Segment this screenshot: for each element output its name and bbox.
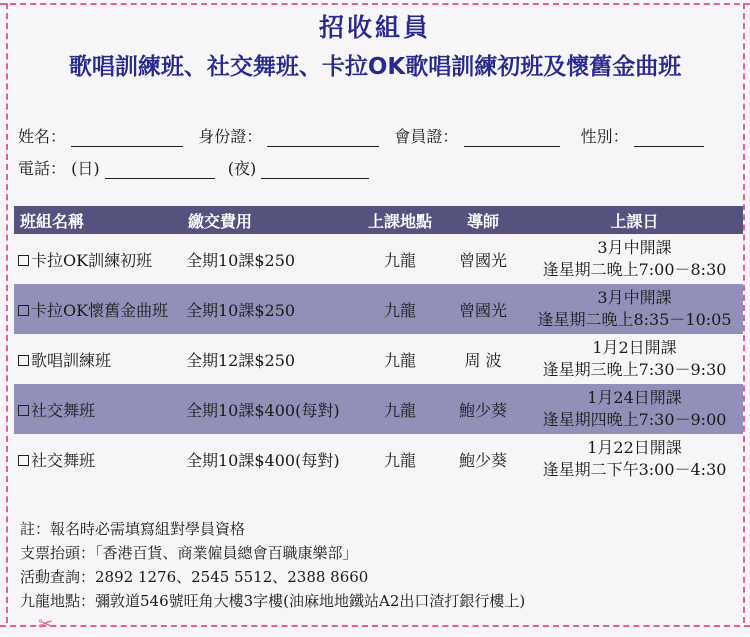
page-subtitle: 歌唱訓練班、社交舞班、卡拉OK歌唱訓練初班及懷舊金曲班 — [68, 54, 682, 80]
checkbox[interactable] — [18, 355, 29, 366]
table-row — [14, 234, 743, 284]
class-start: 1月22日開課 — [587, 438, 682, 457]
header-teacher: 導師 — [440, 206, 526, 234]
class-name: 社交舞班 — [31, 450, 96, 470]
day-label: (日) — [71, 159, 100, 178]
class-name: 歌唱訓練班 — [31, 350, 112, 370]
class-fee: 全期10課$250 — [182, 284, 360, 334]
cut-line-bottom — [0, 625, 750, 627]
class-teacher: 曾國光 — [458, 250, 507, 270]
scissors-icon: ✂ — [38, 614, 54, 635]
class-teacher: 周 波 — [464, 350, 502, 370]
class-time: 逢星期二晚上7:00－8:30 — [542, 260, 727, 279]
note-line: 九龍地點：彌敦道546號旺角大樓3字樓(油麻地地鐵站A2出口渣打銀行樓上) — [20, 592, 526, 610]
phone-label: 電話： — [18, 159, 67, 178]
note-line: 註：報名時必需填寫組對學員資格 — [20, 520, 246, 538]
class-location: 九龍 — [383, 350, 416, 370]
class-time: 逢星期二下午3:00－4:30 — [542, 460, 727, 479]
class-location: 九龍 — [383, 250, 416, 270]
table-row — [14, 284, 743, 334]
class-fee: 全期10課$400(每對) — [186, 450, 340, 470]
class-location: 九龍 — [360, 284, 440, 334]
class-teacher: 曾國光 — [440, 284, 526, 334]
class-table — [14, 206, 743, 484]
member-label: 會員證： — [394, 127, 459, 146]
name-label: 姓名： — [18, 127, 67, 146]
class-time: 逢星期三晚上7:30－9:30 — [542, 360, 727, 379]
table-row — [14, 384, 743, 434]
name-field[interactable] — [71, 128, 183, 147]
id-field[interactable] — [267, 128, 379, 147]
header-fee: 繳交費用 — [182, 206, 360, 234]
table-row — [14, 334, 743, 384]
cut-line-left — [6, 3, 8, 623]
member-field[interactable] — [464, 128, 560, 147]
form-row-1 — [18, 124, 704, 147]
gender-label: 性別： — [580, 127, 629, 146]
class-start: 1月24日開課 — [587, 388, 682, 407]
class-start: 3月中開課 — [597, 238, 672, 257]
checkbox[interactable] — [18, 405, 29, 416]
table-row — [14, 434, 743, 484]
night-label: (夜) — [227, 159, 257, 178]
class-location: 九龍 — [383, 450, 416, 470]
class-name: 社交舞班 — [31, 400, 96, 420]
night-phone-field[interactable] — [261, 160, 369, 179]
class-teacher: 鮑少葵 — [440, 384, 526, 434]
class-fee: 全期12課$250 — [186, 350, 296, 370]
checkbox[interactable] — [18, 305, 29, 316]
gender-field[interactable] — [634, 128, 704, 147]
header-class: 班組名稱 — [14, 206, 182, 234]
class-start: 3月中開課 — [597, 288, 672, 307]
note-line: 支票抬頭：「香港百貨、商業僱員總會百職康樂部」 — [20, 544, 358, 562]
class-name: 卡拉OK訓練初班 — [31, 250, 153, 270]
notes — [20, 517, 525, 613]
class-teacher: 鮑少葵 — [458, 450, 507, 470]
class-time: 逢星期四晚上7:30－9:00 — [542, 410, 727, 429]
cut-line-right — [743, 3, 745, 623]
page-title: 招收組員 — [318, 13, 431, 42]
header-date: 上課日 — [526, 206, 743, 234]
class-start: 1月2日開課 — [592, 338, 677, 357]
id-label: 身份證： — [198, 127, 263, 146]
header — [0, 8, 750, 81]
table-header — [14, 206, 743, 234]
checkbox[interactable] — [18, 455, 29, 466]
class-name: 卡拉OK懷舊金曲班 — [31, 300, 169, 320]
checkbox[interactable] — [18, 255, 29, 266]
form-row-2 — [18, 156, 369, 179]
cut-line-top — [0, 3, 750, 5]
note-line: 活動查詢：2892 1276、2545 5512、2388 8660 — [20, 568, 369, 586]
class-fee: 全期10課$400(每對) — [182, 384, 360, 434]
header-location: 上課地點 — [360, 206, 440, 234]
day-phone-field[interactable] — [105, 160, 215, 179]
class-fee: 全期10課$250 — [186, 250, 296, 270]
class-time: 逢星期二晚上8:35－10:05 — [537, 310, 732, 329]
class-location: 九龍 — [360, 384, 440, 434]
